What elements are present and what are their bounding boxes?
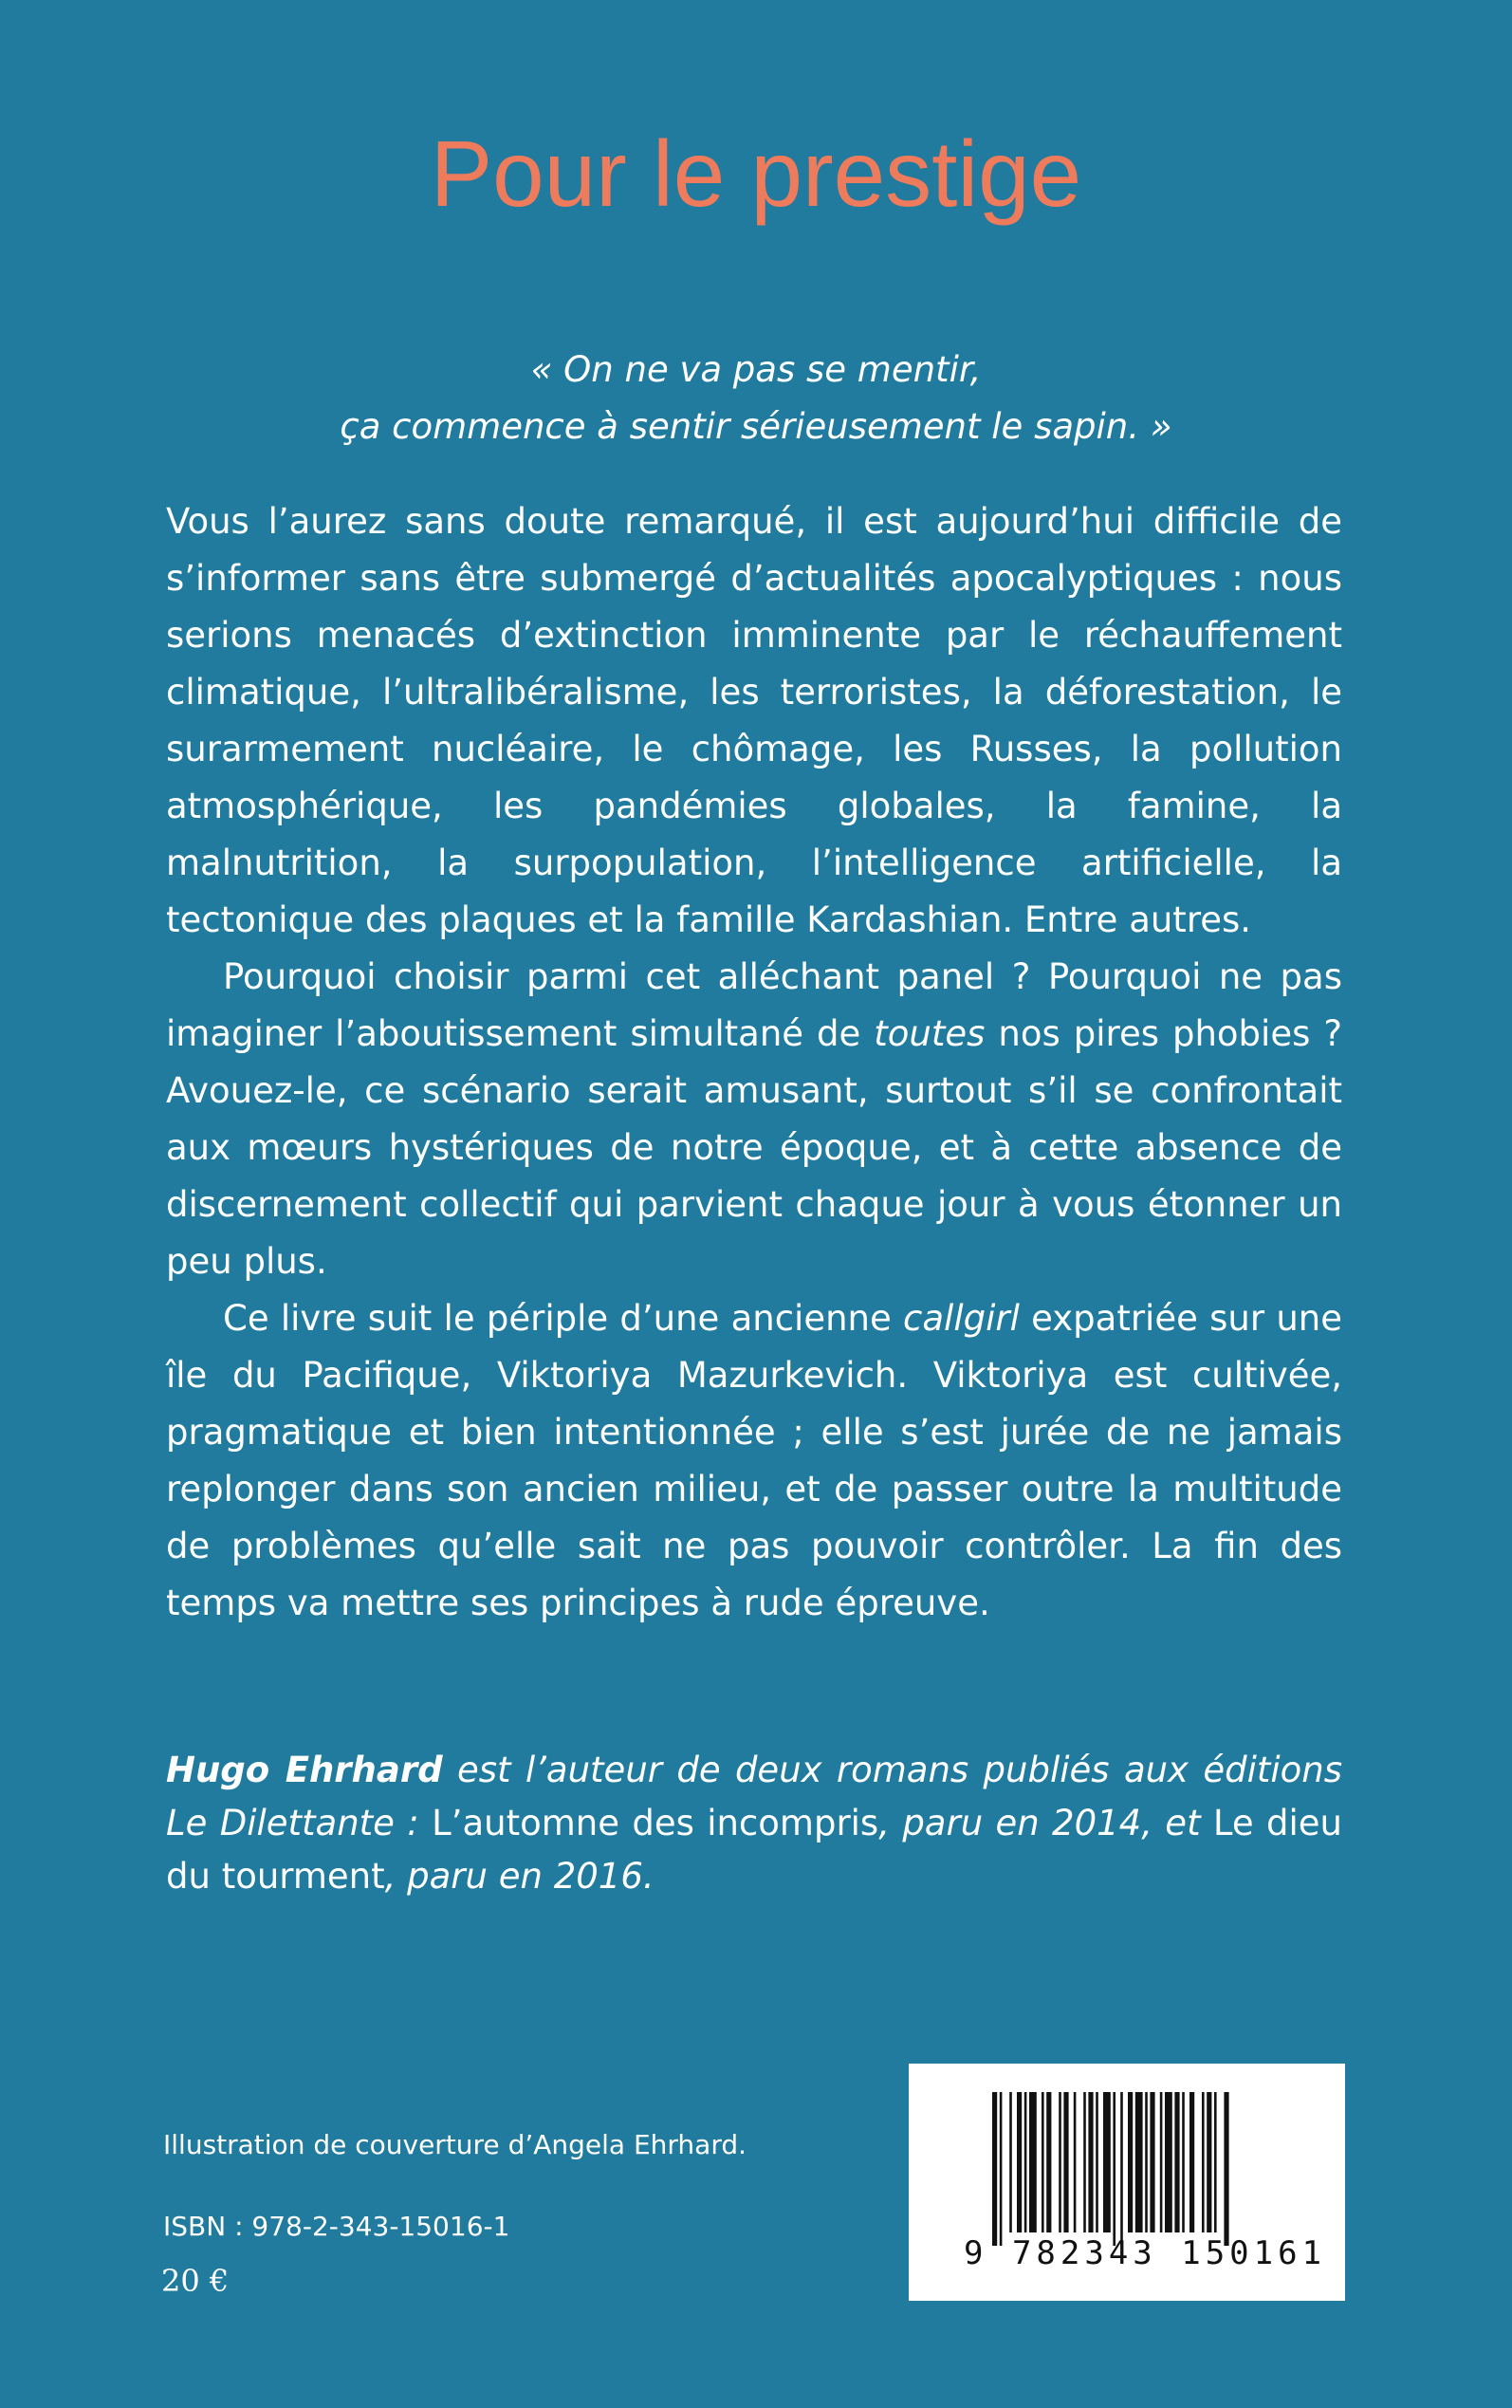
barcode-bar [1120, 2092, 1123, 2246]
barcode-number: 9 782343 150161 [964, 2234, 1327, 2272]
barcode-bar [1135, 2092, 1143, 2232]
barcode-bar [1182, 2092, 1185, 2232]
barcode-bar [1150, 2092, 1154, 2232]
paragraph-2-text-b: nos pires phobies ? Avouez-le, ce scénario serait amusant, surtout s’il se confrontait aux mœurs hystériques de notre époque, et à cette absence de discernement collectif qui parvient chaque jour à vous étonner un peu plus. [166, 1013, 1342, 1282]
barcode-bar [1074, 2092, 1077, 2232]
author-bio-text-2: , paru en 2014, et [878, 1803, 1213, 1843]
synopsis-paragraph-1: Vous l’aurez sans doute remarqué, il est aujourd’hui difficile de s’informer sans être submergé d’actualités apocalyptiques : nous serions menacés d’extinction imminente par le réchauffement climatique, l’ultralibéralisme, les terroristes, la déforestation, le surarmement nucléaire, le chômage, les Russes, la pollution atmosphérique, les pandémies globales, la famine, la malnutrition, la surpopulation, l’intelligence artificielle, la tectonique des plaques et la famille Kardashian. Entre autres. [166, 501, 1342, 940]
epigraph [0, 342, 1512, 455]
paragraph-2-text-a: Pourquoi choisir parmi cet alléchant panel ? Pourquoi ne pas imaginer l’aboutissement simultané de [166, 956, 1342, 1054]
barcode-bar [1174, 2092, 1179, 2232]
epigraph-line-1: « On ne va pas se mentir, [530, 349, 982, 390]
barcode-bar [1128, 2092, 1133, 2232]
barcode-bar [1009, 2092, 1012, 2232]
barcode [909, 2064, 1345, 2301]
isbn: ISBN : 978-2-343-15016-1 [163, 2211, 510, 2242]
paragraph-2-emphasis: toutes [874, 1013, 986, 1054]
barcode-bar [1063, 2092, 1068, 2232]
author-bio-text-3: , paru en 2016. [384, 1856, 655, 1897]
synopsis [166, 493, 1342, 1632]
barcode-bar [1165, 2092, 1172, 2232]
barcode-bar [1059, 2092, 1061, 2232]
price: 20 € [161, 2263, 230, 2299]
book-title-2: Le dieu du tourment [166, 1803, 1342, 1897]
synopsis-paragraph-2 [166, 949, 1342, 1290]
barcode-bar [1088, 2092, 1093, 2232]
author-name: Hugo Ehrhard [166, 1750, 443, 1790]
barcode-bar [1000, 2092, 1003, 2246]
barcode-bar [1029, 2092, 1037, 2232]
paragraph-3-text-b: expatriée sur une île du Pacifique, Viktoriya Mazurkevich. Viktoriya est cultivée, pragmatique et bien intentionnée ; elle s’est jurée de ne jamais replonger dans son ancien milieu, et de passer outre la multitude de problèmes qu’elle sait ne pas pouvoir contrôler. La fin des temps va mettre ses principes à rude épreuve. [166, 1298, 1342, 1623]
paragraph-3-emphasis: callgirl [903, 1298, 1020, 1339]
barcode-bar [992, 2092, 997, 2246]
barcode-bar [1024, 2092, 1027, 2232]
epigraph-line-2: ça commence à sentir sérieusement le sapin. » [340, 406, 1172, 447]
barcode-bar [1145, 2092, 1148, 2232]
barcode-bar [1042, 2092, 1044, 2232]
barcode-bar [1202, 2092, 1205, 2232]
barcode-bar [1160, 2092, 1163, 2232]
barcode-bar [1103, 2092, 1111, 2232]
barcode-bar [1096, 2092, 1098, 2232]
book-title: Pour le prestige [430, 121, 1082, 226]
barcode-bar [1189, 2092, 1194, 2232]
illustration-credit: Illustration de couverture d’Angela Ehrhard. [163, 2129, 747, 2160]
barcode-bar [1207, 2092, 1211, 2232]
barcode-bar [1083, 2092, 1086, 2232]
barcode-bar [1113, 2092, 1116, 2246]
barcode-bar [1046, 2092, 1051, 2232]
synopsis-paragraph-3 [166, 1290, 1342, 1632]
barcode-bar [1214, 2092, 1217, 2232]
barcode-bar [1224, 2092, 1228, 2246]
author-bio [166, 1744, 1342, 1903]
barcode-bar [1017, 2092, 1022, 2232]
author-bio-text-1: est l’auteur de deux romans publiés aux éditions Le Dilettante : [166, 1750, 1342, 1843]
book-title-1: L’automne des incompris [432, 1803, 879, 1843]
paragraph-3-text-a: Ce livre suit le périple d’une ancienne [223, 1298, 904, 1339]
